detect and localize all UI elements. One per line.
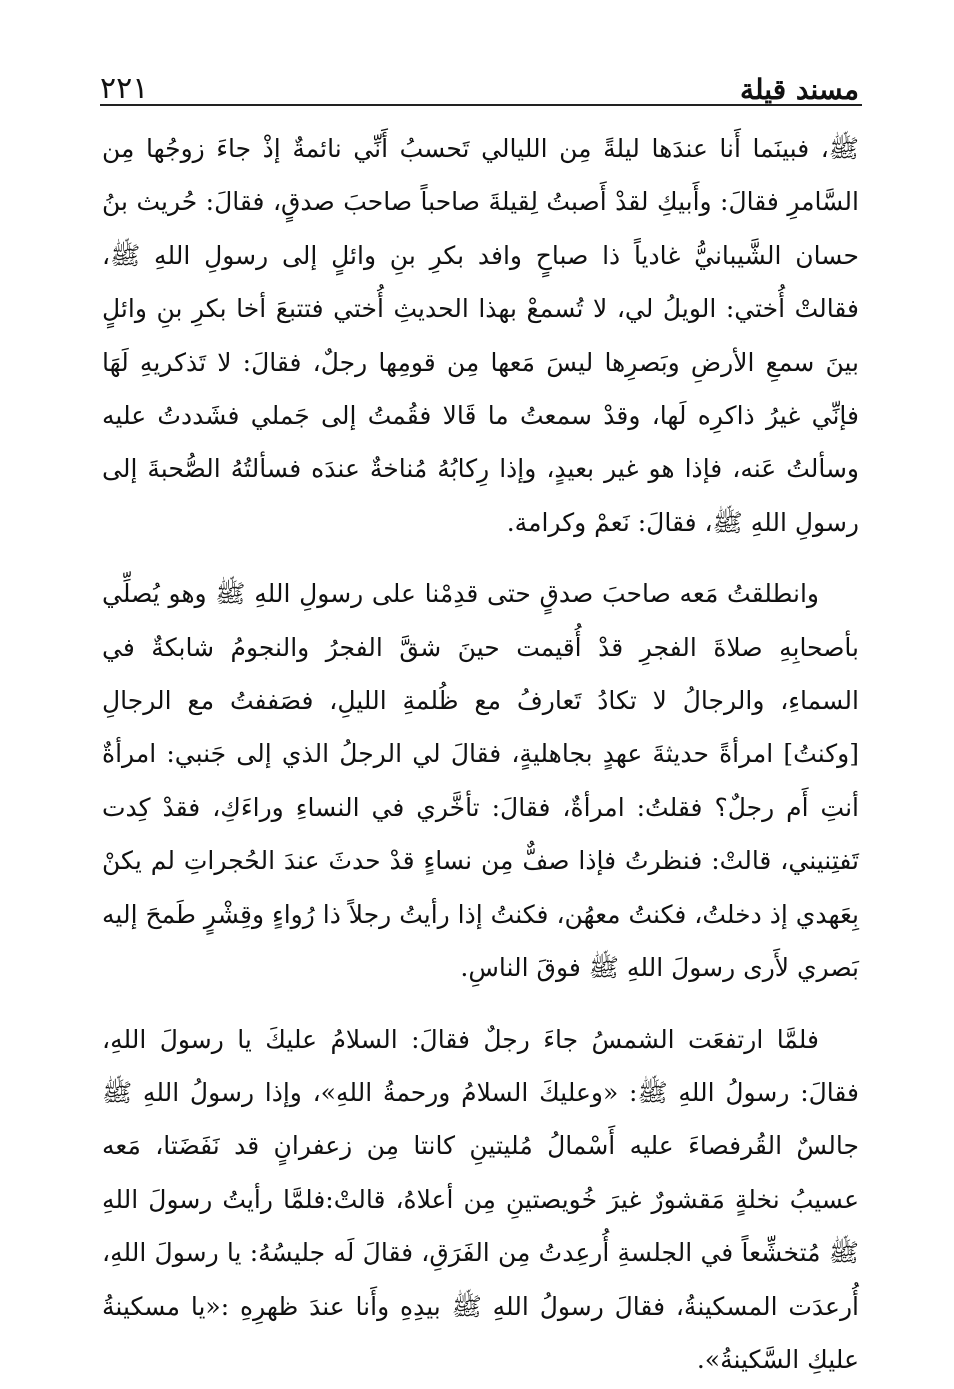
- header-divider: [100, 104, 862, 106]
- running-header: [100, 52, 859, 104]
- body-text: [102, 122, 859, 1386]
- paragraph-1: ﷺ، فبينَما أَنا عندَها ليلةً مِن الليالي تَحسبُ أَنِّي نائمةٌ إذْ جاءَ زوجُها مِن السَّامرِ فقالَ: وأَبيكِ لقدْ أَصبتُ لِقيلةَ صاحباً صاحبَ صدقٍ، فقالَ: حُريث بنُ حسان الشَّيبانيُّ غادياً ذا صباحٍ وافد بكرِ بنِ وائلٍ إلى رسولِ اللهِ ﷺ، فقالتْ أُختي: الويلُ لي، لا تُسمعْ بهذا الحديثِ أُختي فتتبعَ أخا بكرِ بنِ وائلٍ بينَ سمعِ الأرضِ وبَصرِها ليسَ مَعها مِن قومِها رجلٌ، فقالَ: لا تَذكريهِ لَهَا فإنِّي غيرُ ذاكرِه لَها، وقدْ سمعتُ ما قَالا فقُمتُ إلى جَملي فشَددتُ عليه وسألتُ عَنه، فإذا هو غير بعيدٍ، وإذا رِكابُهُ مُناخةٌ عندَه فسألتُهُ الصُّحبةَ إلى رسولِ اللهِ ﷺ، فقالَ: نَعمْ وكرامة.: [102, 134, 859, 537]
- page-number: ٢٢١: [100, 71, 149, 106]
- paragraph-3: فلمَّا ارتفعَت الشمسُ جاءَ رجلٌ فقالَ: السلامُ عليكَ يا رسولَ اللهِ، فقالَ: رسولُ اللهِ ﷺ: «وعليكَ السلامُ ورحمةُ اللهِ»، وإذا رسولُ اللهِ ﷺ جالسٌ القُرفصاءَ عليه أَسْمالُ مُليتينِ كانتا مِن زعفرانٍ قد نَفَضَتا، مَعه عسيبُ نخلةٍ مَقشورٌ غيرَ خُويصتينِ مِن أعلاهُ، قالتْ:فلمَّا رأيتُ رسولَ اللهِ ﷺ مُتخشِّعاً في الجلسةِ أُرعِدتُ مِن الفَرَقِ، فقالَ لَه جليسُهُ: يا رسولَ اللهِ، أُرعدَت المسكينةُ، فقالَ رسولُ اللهِ ﷺ بيدِهِ وأَنا عندَ ظهرِهِ :«يا مسكينةُ عليكِ السَّكينةُ».: [102, 1024, 859, 1374]
- paragraph-2: وانطلقتُ مَعه صاحبَ صدقٍ حتى قدِمْنا على رسولِ اللهِ ﷺ وهو يُصلِّي بأصحابِهِ صلاةَ الفجرِ قدْ أُقيمت حينَ شقَّ الفجرُ والنجومُ شابكةٌ في السماءِ، والرجالُ لا تكادُ تَعارفُ مع ظُلمةِ الليلِ، فصَففتُ مع الرجالِ [وكنتُ] امرأةً حديثةَ عهدٍ بجاهليةٍ، فقالَ لي الرجلُ الذي إلى جَنبي: امرأةٌ أنتِ أَم رجلٌ؟ فقلتُ: امرأةٌ، فقالَ: تأخَّري في النساءِ وراءَكِ، فقدْ كِدت تَفتِنيني، قالتْ: فنظرتُ فإذا صفٌّ مِن نساءٍ قدْ حدثَ عندَ الحُجراتِ لم يكنْ بِعَهدي إذ دخلتُ، فكنتُ معهُن، فكنتُ إذا رأيتُ رجلاً ذا رُواءٍ وقِشْرٍ طَمحَ إليه بَصري لأَرى رسولَ اللهِ ﷺ فوقَ الناسِ.: [102, 579, 860, 983]
- running-header-title: مسند قيلة: [740, 73, 859, 106]
